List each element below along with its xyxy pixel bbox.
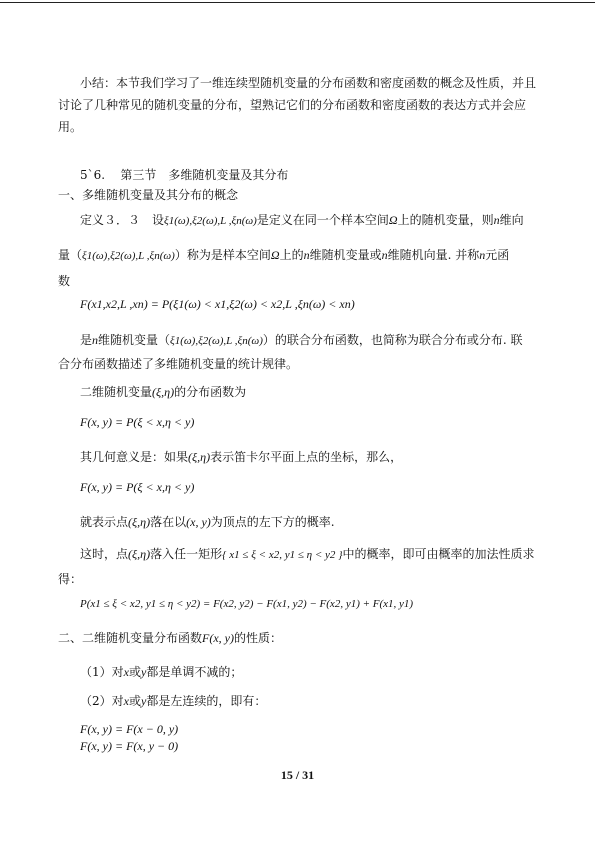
- joint-text-line-2: 合分布函数描述了多维随机变量的统计规律。: [58, 357, 299, 371]
- rectangle-set: { x1 ≤ ξ < x2, y1 ≤ η < y2 }: [222, 549, 343, 561]
- property-1: （1）对x或y都是单调不减的；: [80, 665, 243, 679]
- rectangle-probability-formula: P(x1 ≤ ξ < x2, y1 ≤ η < y2) = F(x2, y2) − F(x1, y2) − F(x2, y1) + F(x1, y1): [80, 598, 414, 610]
- summary-line-2: 讨论了几种常见的随机变量的分布，望熟记它们的分布函数和密度函数的表达方式并会应: [58, 98, 527, 112]
- header-rule: [0, 2, 595, 3]
- bivariate-formula: F(x, y) = P(ξ < x,η < y): [80, 415, 195, 429]
- joint-text-line-1: 是n维随机变量（ξ1(ω),ξ2(ω),L ,ξn(ω)）的联合分布函数，也简称为联合分布或分布. 联: [80, 333, 523, 347]
- rectangle-text-line-2: 得：: [58, 572, 83, 586]
- page-number: 15 / 31: [280, 768, 315, 782]
- section-heading: [80, 167, 288, 183]
- summary-line-1: 小结：本节我们学习了一维连续型随机变量的分布函数和密度函数的概念及性质，并且: [80, 76, 537, 90]
- part2-heading: 二、二维随机变量分布函数F(x, y)的性质：: [58, 631, 283, 645]
- section-number: 5`6.: [80, 168, 106, 182]
- summary-line-3: 用。: [58, 120, 83, 134]
- section-title: 第三节 多维随机变量及其分布: [120, 168, 289, 182]
- random-tuple: ξ1(ω),ξ2(ω),L ,ξn(ω): [164, 215, 257, 227]
- geometric-formula: F(x, y) = P(ξ < x,η < y): [80, 480, 195, 494]
- definition-line-3: 数: [58, 274, 71, 288]
- rectangle-text-line-1: 这时，点(ξ,η)落入任一矩形{ x1 ≤ ξ < x2, y1 ≤ η < y2 }中的概率，即可由概率的加法性质求: [80, 547, 535, 561]
- omega-symbol: Ω: [388, 213, 398, 227]
- definition-line-1: 定义３．３ 设ξ1(ω),ξ2(ω),L ,ξn(ω)是定义在同一个样本空间Ω上的随机变量，则n维向: [80, 213, 524, 227]
- bivariate-intro: 二维随机变量(ξ,η)的分布函数为: [80, 385, 247, 399]
- geometric-meaning: 其几何意义是：如果(ξ,η)表示笛卡尔平面上点的坐标，那么，: [80, 450, 403, 464]
- part1-heading: 一、多维随机变量及其分布的概念: [58, 188, 239, 202]
- left-continuity-formula-y: F(x, y) = F(x, y − 0): [80, 739, 179, 753]
- joint-distribution-formula: F(x1,x2,L ,xn) = P(ξ1(ω) < x1,ξ2(ω) < x2,L ,ξn(ω) < xn): [80, 297, 355, 311]
- left-continuity-formula-x: F(x, y) = F(x − 0, y): [80, 722, 179, 736]
- definition-line-2: 量（ξ1(ω),ξ2(ω),L ,ξn(ω)）称为是样本空间Ω上的n维随机变量或n维随机向量. 并称n元函: [58, 248, 510, 262]
- property-2: （2）对x或y都是左连续的，即有：: [80, 694, 267, 708]
- point-probability-text: 就表示点(ξ,η)落在以(x, y)为顶点的左下方的概率.: [80, 515, 335, 529]
